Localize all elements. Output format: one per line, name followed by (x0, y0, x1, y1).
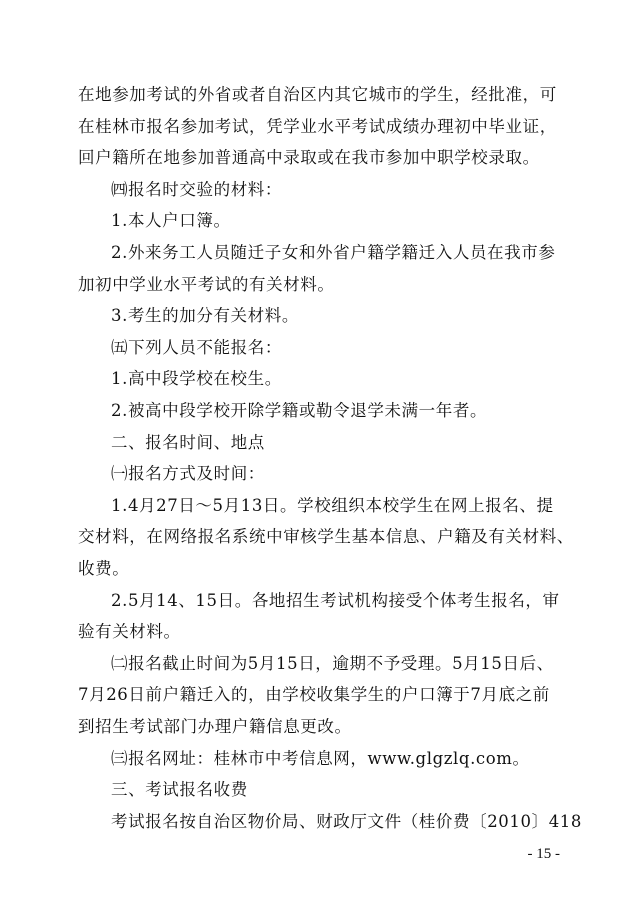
paragraph-start: ㈡报名截止时间为5月15日，逾期不予受理。5月15日后、 (111, 653, 554, 673)
paragraph-start: ㈢报名网址：桂林市中考信息网，www.glgzlq.com。 (111, 748, 530, 768)
text-line: 收费。 (78, 559, 130, 578)
section-heading: ㈤下列人员不能报名： (111, 337, 282, 357)
section-heading: ㈣报名时交验的材料： (111, 179, 282, 199)
list-item: 2.5月14、15日。各地招生考试机构接受个体考生报名，审 (111, 590, 560, 610)
list-item: 2.被高中段学校开除学籍或勒令退学未满一年者。 (111, 401, 488, 420)
list-item: 2.外来务工人员随迁子女和外省户籍学籍迁入人员在我市参 (111, 243, 556, 262)
paragraph-start: 考试报名按自治区物价局、财政厅文件（桂价费〔2010〕418 (111, 811, 582, 831)
list-item: 3.考生的加分有关材料。 (111, 306, 299, 326)
text-line: 回户籍所在地参加普通高中录取或在我市参加中职学校录取。 (78, 148, 540, 168)
list-item: 1.高中段学校在校生。 (111, 369, 282, 389)
text-line: 加初中学业水平考试的有关材料。 (78, 274, 335, 294)
text-line: 7月26日前户籍迁入的，由学校收集学生的户口簿于7月底之前 (78, 685, 550, 705)
text-line: 验有关材料。 (78, 622, 181, 642)
section-heading: 二、报名时间、地点 (111, 432, 265, 452)
list-item: 1.本人户口簿。 (111, 211, 231, 231)
text-line: 到招生考试部门办理户籍信息更改。 (78, 717, 352, 736)
text-line: 在地参加考试的外省或者自治区内其它城市的学生，经批准，可 (78, 85, 557, 104)
list-item: 1.4月27日～5月13日。学校组织本校学生在网上报名、提 (111, 495, 554, 515)
text-line: 交材料，在网络报名系统中审核学生基本信息、户籍及有关材料、 (78, 527, 574, 547)
page-number: - 15 - (527, 846, 560, 862)
text-line: 在桂林市报名参加考试，凭学业水平考试成绩办理初中毕业证， (78, 116, 557, 136)
section-heading: ㈠报名方式及时间： (111, 464, 265, 484)
section-heading: 三、考试报名收费 (111, 780, 248, 800)
